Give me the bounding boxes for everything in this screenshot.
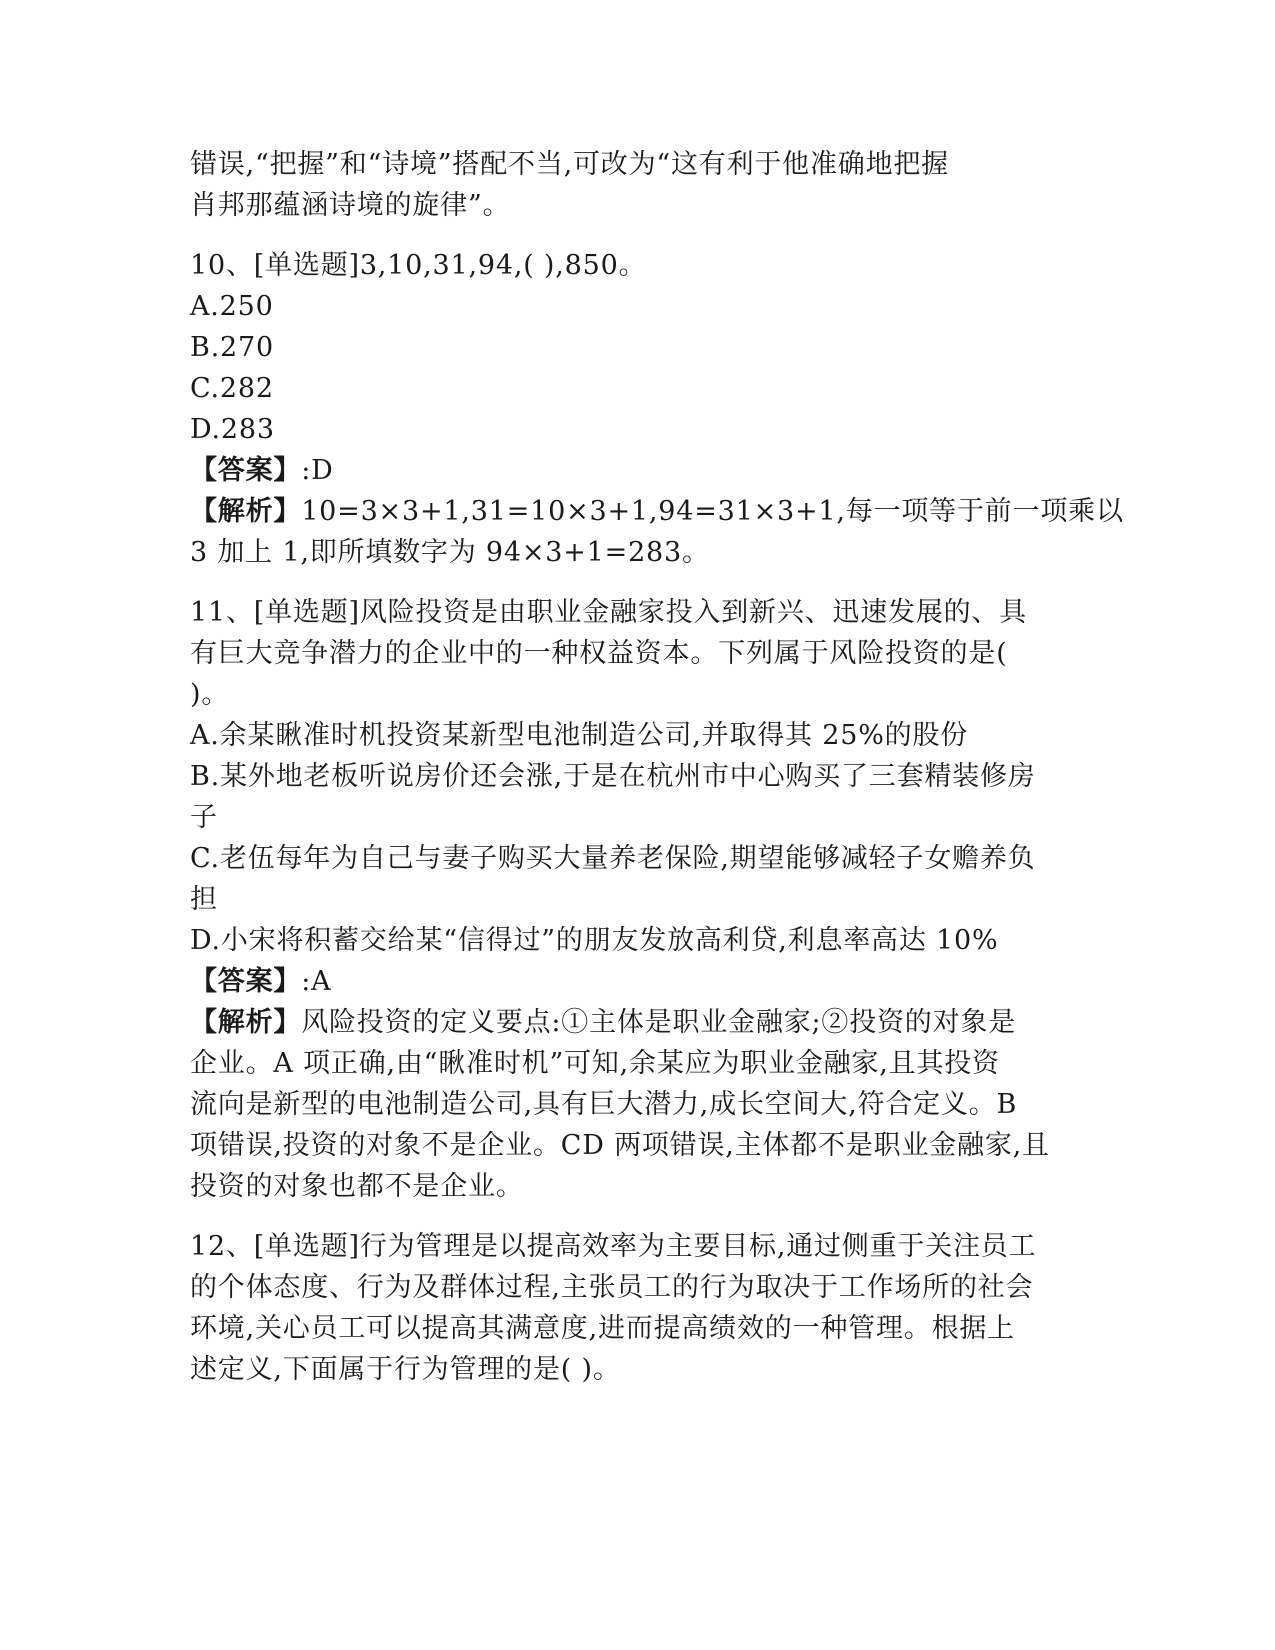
- q11-option-a: A.余某瞅准时机投资某新型电池制造公司,并取得其 25%的股份: [190, 720, 969, 751]
- fragment-line-2: 肖邦那蕴涵诗境的旋律”。: [190, 190, 511, 221]
- q10-answer-label: 【答案】: [190, 455, 302, 486]
- q10-analysis-text-1: 10=3×3+1,31=10×3+1,94=31×3+1,每一项等于前一项乘以: [301, 496, 1124, 527]
- q11-analysis-text-1: 风险投资的定义要点:①主体是职业金融家;②投资的对象是: [301, 1007, 1016, 1038]
- q11-stem-line-3: )。: [190, 679, 230, 710]
- q12-stem-line-1: 12、[单选题]行为管理是以提高效率为主要目标,通过侧重于关注员工: [190, 1231, 1037, 1262]
- q10-answer: [190, 454, 334, 488]
- q11-option-c-line-2: 担: [190, 884, 218, 915]
- q10-option-c: C.282: [190, 373, 274, 404]
- q11-answer: [190, 965, 331, 999]
- q10-analysis-line-1: [190, 495, 1124, 529]
- q10-stem: 10、[单选题]3,10,31,94,( ),850。: [190, 250, 647, 281]
- fragment-line-1: 错误,“把握”和“诗境”搭配不当,可改为“这有利于他准确地把握: [190, 149, 949, 180]
- q10-option-d: D.283: [190, 414, 275, 445]
- q12-stem-line-4: 述定义,下面属于行为管理的是( )。: [190, 1354, 621, 1385]
- q10-analysis-line-2: 3 加上 1,即所填数字为 94×3+1=283。: [190, 537, 710, 568]
- q10-analysis-label: 【解析】: [190, 496, 302, 527]
- q11-stem-line-2: 有巨大竞争潜力的企业中的一种权益资本。下列属于风险投资的是(: [190, 638, 1008, 669]
- q11-answer-label: 【答案】: [190, 966, 302, 997]
- q11-analysis-line-4: 项错误,投资的对象不是企业。CD 两项错误,主体都不是职业金融家,且: [190, 1130, 1050, 1161]
- q11-option-d: D.小宋将积蓄交给某“信得过”的朋友发放高利贷,利息率高达 10%: [190, 925, 999, 956]
- q11-option-b-line-1: B.某外地老板听说房价还会涨,于是在杭州市中心购买了三套精装修房: [190, 761, 1036, 792]
- q11-analysis-line-3: 流向是新型的电池制造公司,具有巨大潜力,成长空间大,符合定义。B: [190, 1089, 1018, 1120]
- q11-answer-value: :A: [301, 966, 332, 997]
- q11-analysis-line-2: 企业。A 项正确,由“瞅准时机”可知,余某应为职业金融家,且其投资: [190, 1048, 1000, 1079]
- q12-stem-line-2: 的个体态度、行为及群体过程,主张员工的行为取决于工作场所的社会: [190, 1272, 1034, 1303]
- q11-analysis-line-5: 投资的对象也都不是企业。: [190, 1171, 524, 1202]
- q10-option-b: B.270: [190, 332, 274, 363]
- q11-analysis-label: 【解析】: [190, 1007, 302, 1038]
- q11-option-b-line-2: 子: [190, 802, 218, 833]
- q11-stem-line-1: 11、[单选题]风险投资是由职业金融家投入到新兴、迅速发展的、具: [190, 597, 1028, 628]
- q10-answer-value: :D: [301, 455, 334, 486]
- q10-option-a: A.250: [190, 291, 274, 322]
- q12-stem-line-3: 环境,关心员工可以提高其满意度,进而提高绩效的一种管理。根据上: [190, 1313, 1015, 1344]
- q11-option-c-line-1: C.老伍每年为自己与妻子购买大量养老保险,期望能够减轻子女赡养负: [190, 843, 1036, 874]
- q11-analysis-line-1: [190, 1006, 1016, 1040]
